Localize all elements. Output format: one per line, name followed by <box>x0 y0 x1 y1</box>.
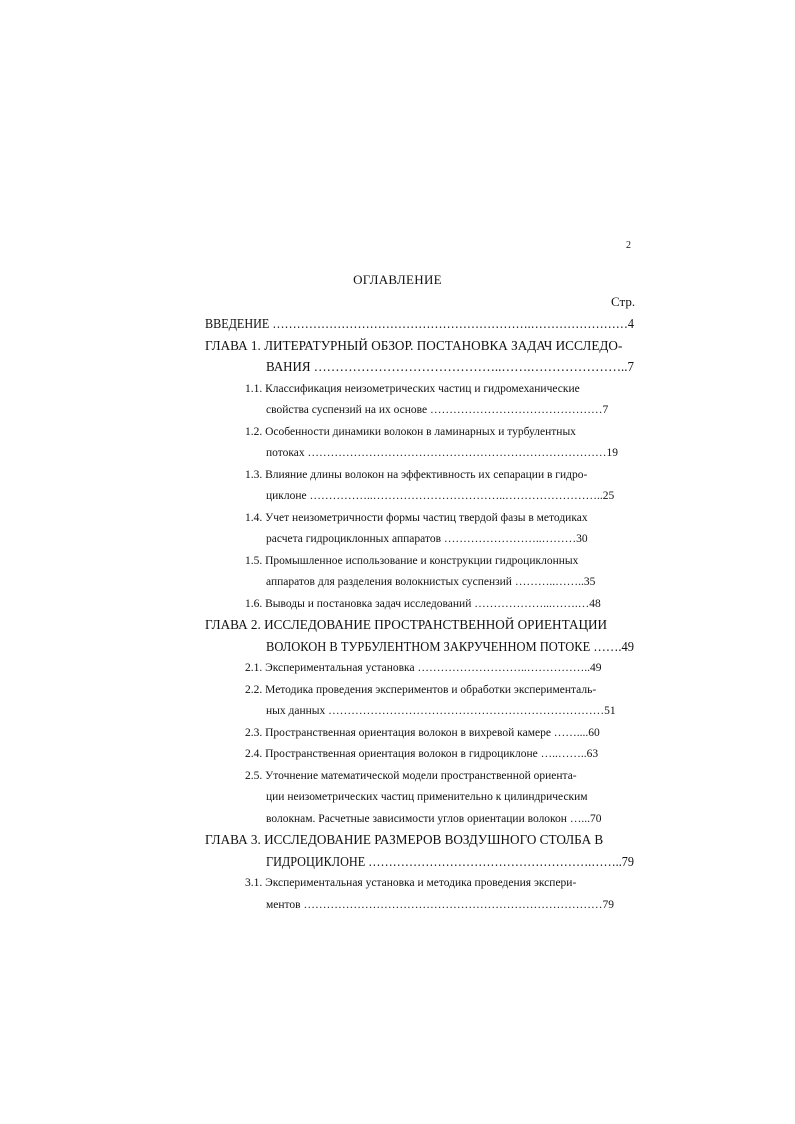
toc-entry-section-1-2-cont: потоках ……………………………………………………………………19 <box>266 447 619 459</box>
toc-entry-introduction: ВВЕДЕНИЕ ……………………………………………………….……………………4 <box>205 316 634 331</box>
toc-entry-section-2-2: 2.2. Методика проведения экспериментов и обработки эксперименталь- <box>245 684 597 696</box>
toc-entry-section-2-4: 2.4. Пространственная ориентация волокон в гидроциклоне …..……..63 <box>245 748 599 760</box>
toc-entry-section-1-2: 1.2. Особенности динамики волокон в ламинарных и турбулентных <box>245 426 576 438</box>
toc-entry-chapter-2: ГЛАВА 2. ИССЛЕДОВАНИЕ ПРОСТРАНСТВЕННОЙ ОРИЕНТАЦИИ <box>205 617 608 632</box>
toc-entry-section-1-5-cont: аппаратов для разделения волокнистых суспензий ………..……..35 <box>266 576 596 588</box>
toc-entry-section-1-4-cont: расчета гидроциклонных аппаратов ……………………..………30 <box>266 533 588 545</box>
toc-entry-section-1-6: 1.6. Выводы и постановка задач исследований ………………...…….…48 <box>245 598 601 610</box>
toc-entry-section-1-3: 1.3. Влияние длины волокон на эффективность их сепарации в гидро- <box>245 469 588 481</box>
toc-entry-chapter-1-cont: ВАНИЯ ……………………………………..…….…………………..7 <box>266 359 634 374</box>
toc-entry-section-3-1: 3.1. Экспериментальная установка и методика проведения экспери- <box>245 877 577 889</box>
toc-entry-chapter-3-cont: ГИДРОЦИКЛОНЕ ……………………………………………….……..79 <box>266 854 634 869</box>
toc-entry-section-1-1: 1.1. Классификация неизометрических частиц и гидромеханические <box>245 383 580 395</box>
toc-entry-section-2-2-cont: ных данных ………………………………………………………………51 <box>266 705 616 717</box>
toc-entry-section-3-1-cont: ментов ……………………………………………………………………79 <box>266 899 614 911</box>
toc-entry-chapter-1: ГЛАВА 1. ЛИТЕРАТУРНЫЙ ОБЗОР. ПОСТАНОВКА ЗАДАЧ ИССЛЕДО- <box>205 338 623 353</box>
toc-entry-section-2-5-cont: ции неизометрических частиц применительно к цилиндрическим <box>266 791 588 803</box>
toc-entry-section-2-5: 2.5. Уточнение математической модели пространственной ориента- <box>245 770 577 782</box>
toc-entry-chapter-3: ГЛАВА 3. ИССЛЕДОВАНИЕ РАЗМЕРОВ ВОЗДУШНОГО СТОЛБА В <box>205 832 604 847</box>
toc-title: ОГЛАВЛЕНИЕ <box>353 272 442 287</box>
toc-entry-section-2-5-cont-2: волокнам. Расчетные зависимости углов ориентации волокон …...70 <box>266 813 602 825</box>
toc-entry-section-1-3-cont: циклоне ……………..……………………………..……………………..25 <box>266 490 615 502</box>
page-column-label: Стр. <box>611 294 636 309</box>
toc-entry-section-1-5: 1.5. Промышленное использование и конструкции гидроциклонных <box>245 555 579 567</box>
toc-entry-chapter-2-cont: ВОЛОКОН В ТУРБУЛЕНТНОМ ЗАКРУЧЕННОМ ПОТОКЕ …….49 <box>266 639 634 654</box>
toc-entry-section-1-1-cont: свойства суспензий на их основе ………………………………………7 <box>266 404 609 416</box>
toc-entry-section-2-1: 2.1. Экспериментальная установка ………………………..……………..49 <box>245 662 602 674</box>
page-number: 2 <box>626 240 631 251</box>
toc-entry-section-2-3: 2.3. Пространственная ориентация волокон в вихревой камере ……....60 <box>245 727 600 739</box>
toc-entry-section-1-4: 1.4. Учет неизометричности формы частиц твердой фазы в методиках <box>245 512 588 524</box>
